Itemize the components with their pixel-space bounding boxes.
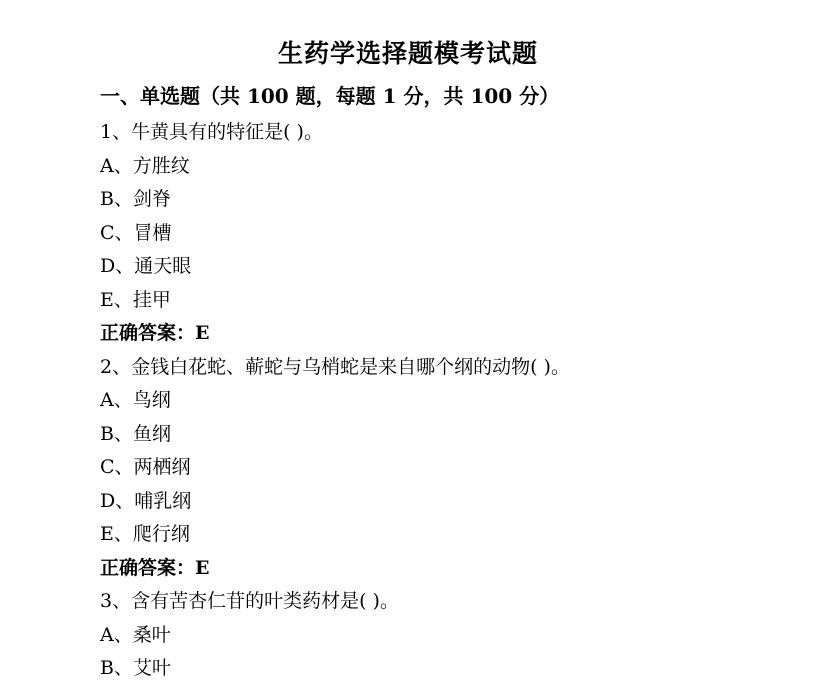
option-d: D、哺乳纲 [100,489,192,512]
option-a: A、方胜纹 [100,154,190,177]
option-a: A、桑叶 [100,623,171,646]
question-stem: 1、牛黄具有的特征是( )。 [100,121,323,143]
option-d: D、通天眼 [100,255,192,277]
question-stem: 3、含有苦杏仁苷的叶类药材是( )。 [100,590,399,612]
option-a: A、鸟纲 [100,389,171,411]
question-list [100,116,800,686]
correct-answer: 正确答案：E [100,322,210,344]
page-title: 生药学选择题模考试题 [277,39,538,68]
option-b: B、艾叶 [100,657,171,679]
option-e: E、爬行纲 [100,523,190,545]
option-b: B、剑脊 [100,188,171,210]
option-e: E、挂甲 [100,288,171,311]
question-stem: 2、金钱白花蛇、蕲蛇与乌梢蛇是来自哪个纲的动物( )。 [100,355,570,378]
section-heading: 一、单选题（共 100 题，每题 1 分，共 100 分） [100,84,560,108]
option-b: B、鱼纲 [100,422,171,445]
option-c: C、冒槽 [100,221,172,244]
option-c: C、两栖纲 [100,456,191,478]
correct-answer: 正确答案：E [100,556,210,579]
